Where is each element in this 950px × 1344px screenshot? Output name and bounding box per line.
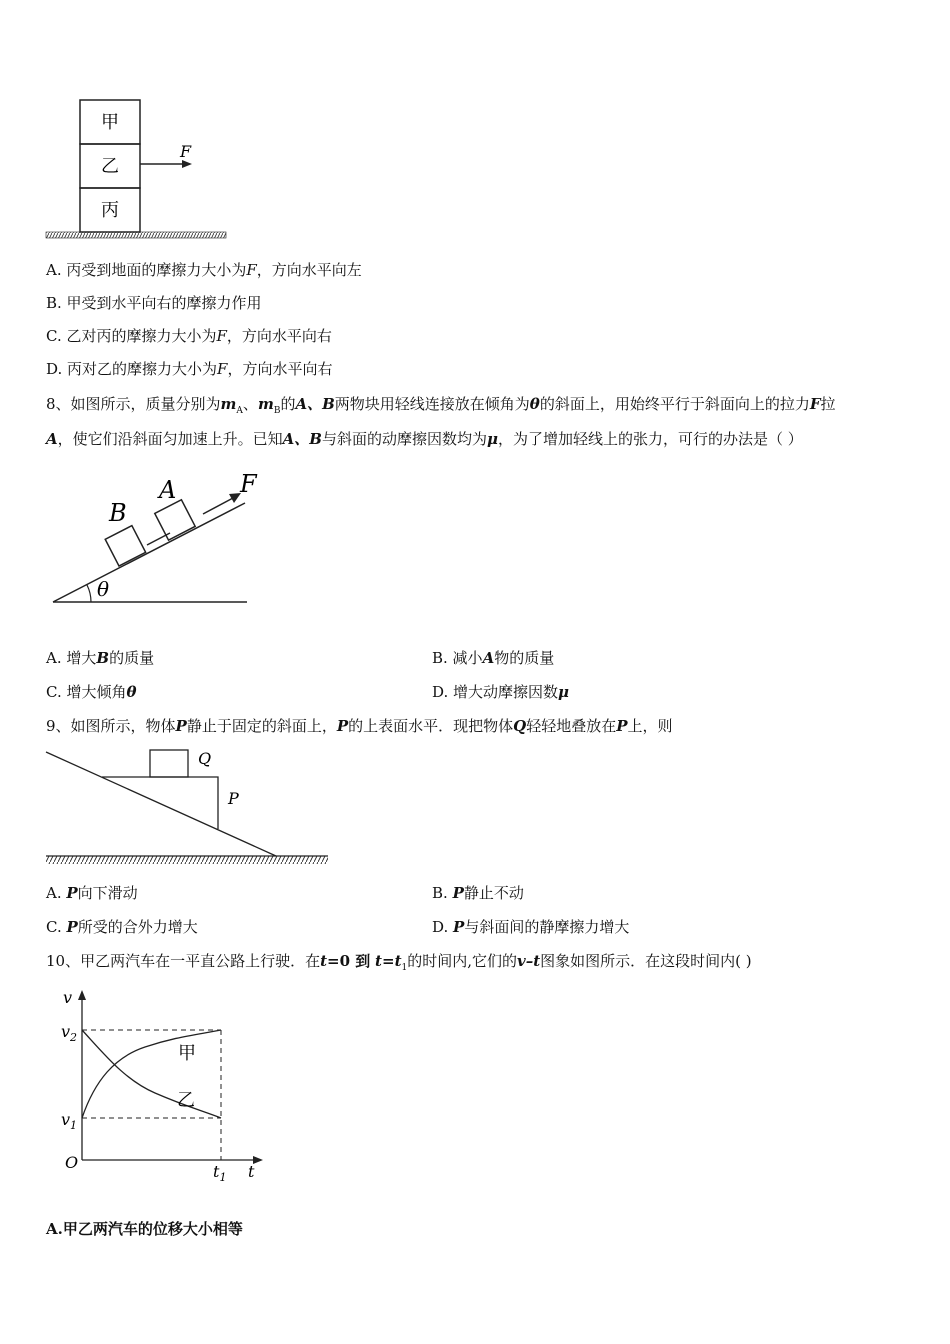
block-a-label: A bbox=[159, 476, 177, 504]
q7-option-b: B. 甲受到水平向右的摩擦力作用 bbox=[46, 294, 262, 312]
q8-stem-line1: 8、如图所示，质量分别为$m_A$、$m_B$的A、B两物块用轻线连接放在倾角为θ的斜面上，用始终平行于斜面向上的拉力F拉 bbox=[46, 395, 836, 416]
curve-jia-label: 甲 bbox=[178, 1043, 196, 1064]
q-label: Q bbox=[198, 749, 212, 768]
origin-label: O bbox=[65, 1153, 79, 1172]
block-yi-label: 乙 bbox=[101, 156, 119, 177]
force-label: F bbox=[180, 142, 192, 161]
t1-label: $t_1$ bbox=[213, 1162, 227, 1184]
q8-option-a: A. 增大B的质量 bbox=[46, 649, 155, 667]
q7-option-a: A. 丙受到地面的摩擦力大小为F，方向水平向左 bbox=[46, 261, 362, 279]
theta-label: θ bbox=[97, 577, 110, 601]
q8-option-c: C. 增大倾角θ bbox=[46, 683, 137, 701]
incline-pq-figure bbox=[42, 742, 342, 872]
block-b-label: B bbox=[109, 499, 127, 527]
stacked-blocks-figure bbox=[40, 95, 240, 245]
q9-option-d: D. P与斜面间的静摩擦力增大 bbox=[432, 918, 630, 936]
p-label: P bbox=[228, 789, 239, 808]
incline-blocks-figure bbox=[45, 465, 275, 615]
vt-graph-figure bbox=[55, 985, 280, 1185]
q9-option-c: C. P所受的合外力增大 bbox=[46, 918, 198, 936]
q10-option-a: A.甲乙两汽车的位移大小相等 bbox=[46, 1220, 243, 1238]
v-axis-label: v bbox=[63, 988, 73, 1007]
t-axis-label: t bbox=[248, 1162, 255, 1181]
curve-yi-label: 乙 bbox=[177, 1090, 195, 1111]
v2-label: $v_2$ bbox=[61, 1022, 78, 1044]
force-f-label: F bbox=[240, 470, 257, 498]
q8-option-b: B. 减小A物的质量 bbox=[432, 649, 555, 667]
q9-option-a: A. P向下滑动 bbox=[46, 884, 138, 902]
block-jia-label: 甲 bbox=[101, 112, 119, 133]
block-bing-label: 丙 bbox=[101, 200, 119, 221]
q8-option-d: D. 增大动摩擦因数μ bbox=[432, 683, 570, 701]
v1-label: $v_1$ bbox=[61, 1110, 78, 1132]
q7-option-d: D. 丙对乙的摩擦力大小为F，方向水平向右 bbox=[46, 360, 333, 378]
q10-stem: 10、甲乙两汽车在一平直公路上行驶．在t=0 到 $t=t_1$的时间内,它们的v–t图象如图所示．在这段时间内( ) bbox=[46, 952, 752, 973]
q9-stem: 9、如图所示，物体P静止于固定的斜面上，P的上表面水平．现把物体Q轻轻地叠放在P上，则 bbox=[46, 717, 673, 735]
q8-stem-line2: A，使它们沿斜面匀加速上升。已知A、B与斜面的动摩擦因数均为μ，为了增加轻线上的张力，可行的办法是（ ） bbox=[46, 430, 803, 448]
q7-option-c: C. 乙对丙的摩擦力大小为F，方向水平向右 bbox=[46, 327, 332, 345]
q9-option-b: B. P静止不动 bbox=[432, 884, 524, 902]
